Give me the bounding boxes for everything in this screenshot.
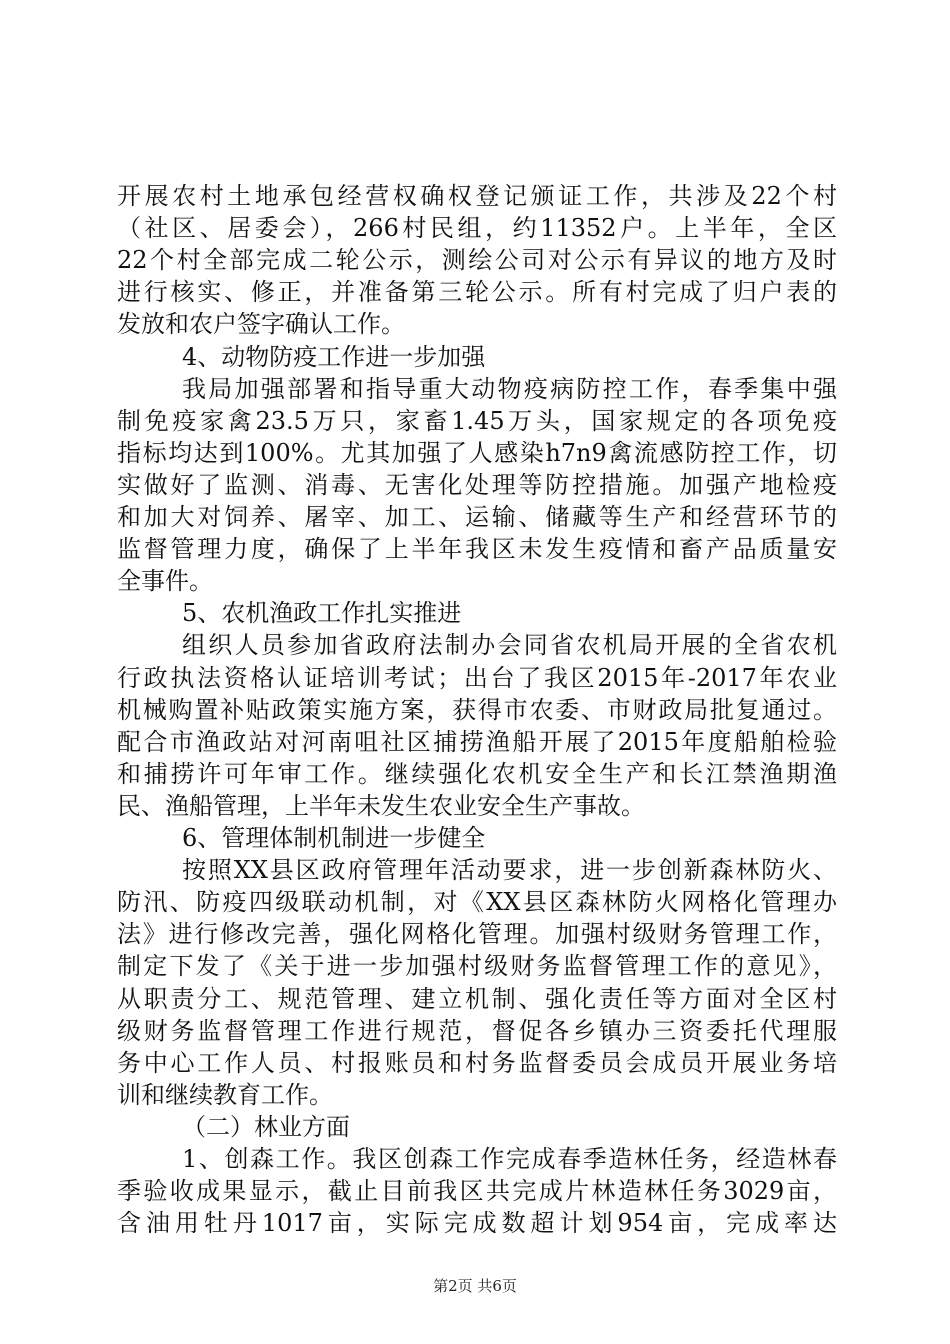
paragraph-line: 按照XX县区政府管理年活动要求，进一步创新森林防火、: [182, 856, 837, 884]
paragraph-line: 组织人员参加省政府法制办会同省农机局开展的全省农机: [182, 631, 837, 659]
section-heading: 4、动物防疫工作进一步加强: [182, 343, 486, 371]
paragraph-line: 和加大对饲养、屠宰、加工、运输、储藏等生产和经营环节的: [117, 503, 837, 531]
paragraph-line: 开展农村土地承包经营权确权登记颁证工作，共涉及22个村: [117, 182, 837, 210]
paragraph-line: 发放和农户签字确认工作。: [117, 310, 405, 338]
paragraph-line: 防汛、防疫四级联动机制，对《XX县区森林防火网格化管理办: [117, 888, 837, 916]
paragraph-line: 法》进行修改完善，强化网格化管理。加强村级财务管理工作，: [117, 920, 837, 948]
paragraph-line: 行政执法资格认证培训考试；出台了我区2015年-2017年农业: [117, 664, 837, 692]
paragraph-line: 季验收成果显示，截止目前我区共完成片林造林任务3029亩，: [117, 1177, 837, 1205]
paragraph-line: 务中心工作人员、村报账员和村务监督委员会成员开展业务培: [117, 1049, 837, 1077]
paragraph-line: 配合市渔政站对河南咀社区捕捞渔船开展了2015年度船舶检验: [117, 728, 837, 756]
paragraph-line: 监督管理力度，确保了上半年我区未发生疫情和畜产品质量安: [117, 535, 837, 563]
paragraph-line: 从职责分工、规范管理、建立机制、强化责任等方面对全区村: [117, 985, 837, 1013]
paragraph-line: 22个村全部完成二轮公示，测绘公司对公示有异议的地方及时: [117, 246, 837, 274]
paragraph-line: 指标均达到100%。尤其加强了人感染h7n9禽流感防控工作，切: [117, 439, 837, 467]
paragraph-line: 民、渔船管理，上半年未发生农业安全生产事故。: [117, 792, 645, 820]
paragraph-line: 级财务监督管理工作进行规范，督促各乡镇办三资委托代理服: [117, 1017, 837, 1045]
paragraph-line: 实做好了监测、消毒、无害化处理等防控措施。加强产地检疫: [117, 471, 837, 499]
paragraph-line: 全事件。: [117, 567, 213, 595]
section-heading: 5、农机渔政工作扎实推进: [182, 599, 462, 627]
paragraph-line: 制免疫家禽23.5万只，家畜1.45万头，国家规定的各项免疫: [117, 407, 837, 435]
paragraph-line: 机械购置补贴政策实施方案，获得市农委、市财政局批复通过。: [117, 696, 837, 724]
paragraph-line: 我局加强部署和指导重大动物疫病防控工作，春季集中强: [182, 375, 837, 403]
section-heading: 6、管理体制机制进一步健全: [182, 824, 486, 852]
section-heading: （二）林业方面: [182, 1113, 350, 1141]
paragraph-line: 进行核实、修正，并准备第三轮公示。所有村完成了归户表的: [117, 278, 837, 306]
paragraph-line: 制定下发了《关于进一步加强村级财务监督管理工作的意见》，: [117, 952, 837, 980]
paragraph-line: 训和继续教育工作。: [117, 1081, 333, 1109]
paragraph-line: 含油用牡丹1017亩，实际完成数超计划954亩，完成率达: [117, 1209, 837, 1237]
page-number-footer: 第2页 共6页: [433, 1277, 517, 1295]
paragraph-line: 和捕捞许可年审工作。继续强化农机安全生产和长江禁渔期渔: [117, 760, 837, 788]
paragraph-line: 1、创森工作。我区创森工作完成春季造林任务，经造林春: [182, 1145, 837, 1173]
paragraph-line: （社区、居委会），266村民组，约11352户。上半年，全区: [117, 214, 837, 242]
